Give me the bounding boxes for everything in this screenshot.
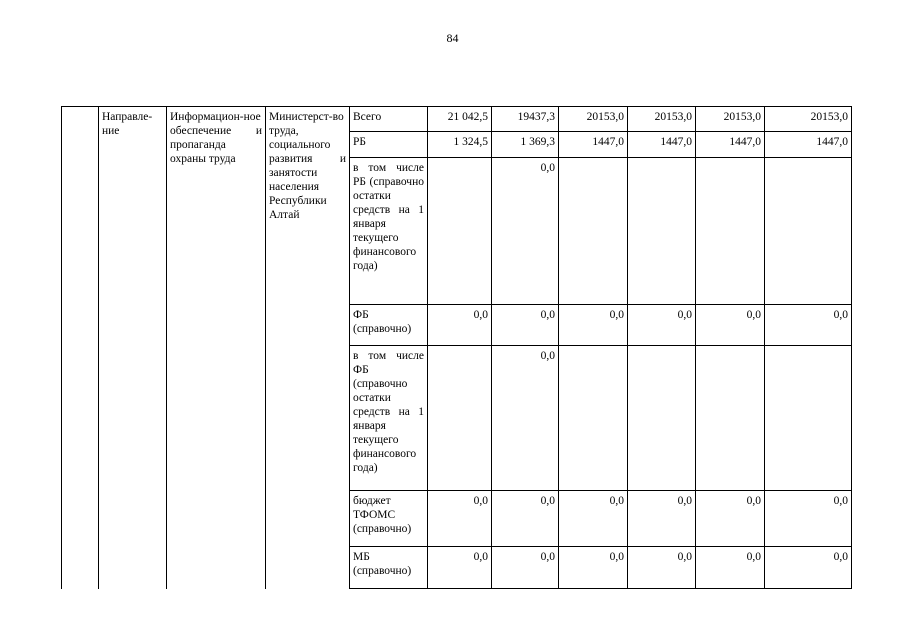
- value-cell: 0,0: [628, 547, 696, 589]
- value-cell: 1 369,3: [492, 132, 559, 158]
- value-cell: 21 042,5: [428, 107, 492, 132]
- value-cell: 0,0: [765, 305, 852, 346]
- funding-source-cell: в том числе ФБ (справочно остатки средств на 1 января текущего финансового года): [350, 346, 428, 491]
- funding-source-cell: Всего: [350, 107, 428, 132]
- value-cell: 0,0: [559, 305, 628, 346]
- budget-table: [61, 106, 852, 589]
- value-cell: 0,0: [492, 547, 559, 589]
- value-cell: 20153,0: [628, 107, 696, 132]
- funding-source-cell: в том числе РБ (справочно остатки средств на 1 января текущего финансового года): [350, 158, 428, 305]
- funding-source-cell: МБ (справочно): [350, 547, 428, 589]
- page-number: 84: [446, 31, 459, 45]
- value-cell: 0,0: [628, 305, 696, 346]
- value-cell: 1 324,5: [428, 132, 492, 158]
- funding-source-cell: ФБ (справочно): [350, 305, 428, 346]
- value-cell: 0,0: [428, 491, 492, 547]
- value-cell: [696, 346, 765, 491]
- value-cell: 0,0: [492, 305, 559, 346]
- value-cell: 0,0: [765, 491, 852, 547]
- value-cell: 0,0: [559, 491, 628, 547]
- value-cell: 0,0: [428, 305, 492, 346]
- value-cell: 0,0: [696, 491, 765, 547]
- funding-source-cell: РБ: [350, 132, 428, 158]
- value-cell: 0,0: [492, 491, 559, 547]
- measure-name-cell: Информацион-ное обеспечение и пропаганда охраны труда: [167, 107, 266, 589]
- value-cell: 0,0: [696, 547, 765, 589]
- value-cell: 0,0: [628, 491, 696, 547]
- value-cell: 0,0: [559, 547, 628, 589]
- value-cell: 0,0: [492, 158, 559, 305]
- value-cell: 0,0: [428, 547, 492, 589]
- value-cell: 0,0: [492, 346, 559, 491]
- value-cell: 19437,3: [492, 107, 559, 132]
- first-column-cell: [62, 107, 99, 589]
- value-cell: 1447,0: [696, 132, 765, 158]
- executor-cell: Министерст-во труда, социального развития и занятости населения Республики Алтай: [266, 107, 350, 589]
- value-cell: 0,0: [765, 547, 852, 589]
- measure-type-cell: Направле-ние: [99, 107, 167, 589]
- value-cell: [559, 346, 628, 491]
- value-cell: 1447,0: [628, 132, 696, 158]
- value-cell: [628, 346, 696, 491]
- value-cell: 20153,0: [765, 107, 852, 132]
- value-cell: [765, 158, 852, 305]
- value-cell: 20153,0: [696, 107, 765, 132]
- value-cell: [428, 346, 492, 491]
- value-cell: [428, 158, 492, 305]
- value-cell: [559, 158, 628, 305]
- value-cell: 20153,0: [559, 107, 628, 132]
- value-cell: 1447,0: [765, 132, 852, 158]
- value-cell: [628, 158, 696, 305]
- value-cell: 1447,0: [559, 132, 628, 158]
- value-cell: [765, 346, 852, 491]
- value-cell: [696, 158, 765, 305]
- value-cell: 0,0: [696, 305, 765, 346]
- table-row: [62, 107, 852, 132]
- funding-source-cell: бюджет ТФОМС (справочно): [350, 491, 428, 547]
